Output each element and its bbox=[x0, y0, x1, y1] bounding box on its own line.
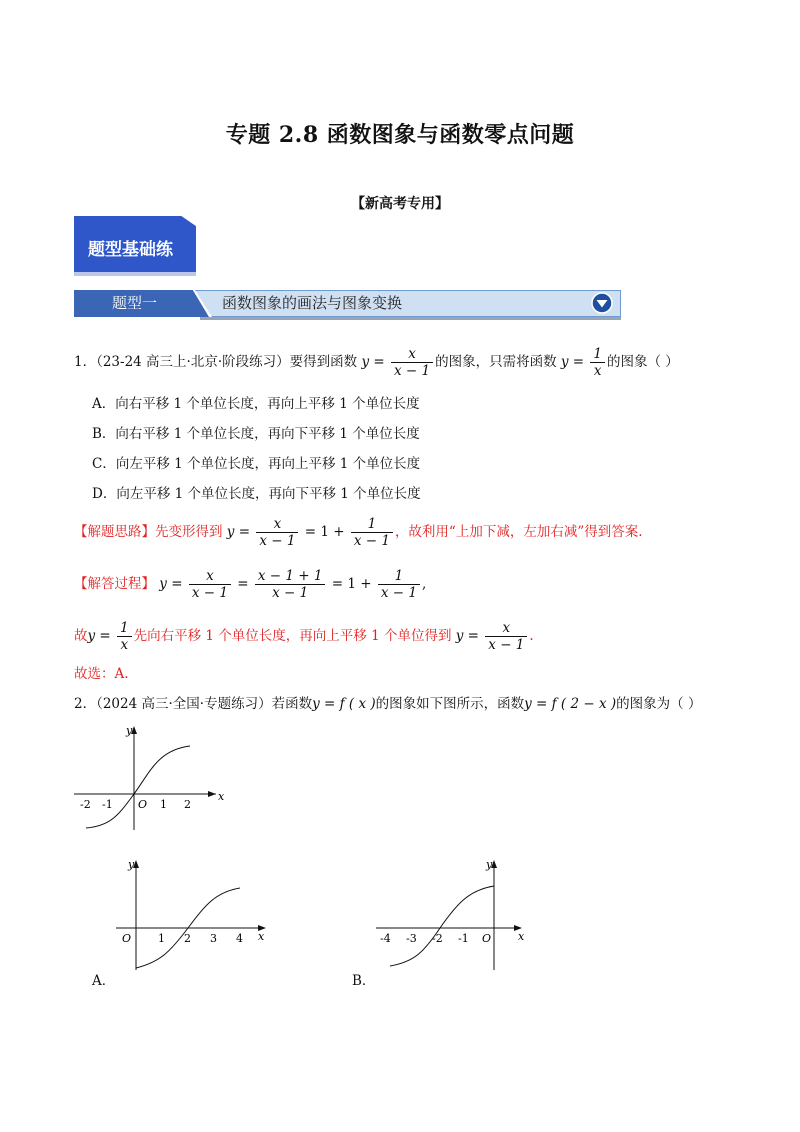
q1-fraction-1 bbox=[391, 346, 433, 379]
q2-fx: y = f ( x ) bbox=[312, 696, 376, 712]
q1-so-mid: 先向右平移 1 个单位长度，再向上平移 1 个单位得到 bbox=[133, 628, 452, 644]
q1-f1-den: x − 1 bbox=[391, 362, 433, 379]
q1-proc-eq-3: = 1 + bbox=[331, 576, 372, 592]
q1-so-g-den: x − 1 bbox=[485, 636, 527, 653]
q1-conclusion bbox=[74, 620, 534, 653]
q1-process bbox=[74, 568, 426, 601]
q1-idea-mid: = 1 + bbox=[304, 524, 345, 540]
q1-idea-label: 【解题思路】 bbox=[74, 524, 155, 540]
tick-label: 3 bbox=[210, 932, 217, 945]
section-label: 题型一 bbox=[112, 294, 158, 312]
y-axis-label: y bbox=[128, 858, 135, 871]
q1-y-eq-2: y = bbox=[560, 354, 585, 370]
tick-label: -3 bbox=[406, 932, 417, 945]
tick-label: 2 bbox=[184, 932, 191, 945]
tick-label: -4 bbox=[380, 932, 391, 945]
function-curve bbox=[390, 886, 494, 966]
q1-so-f-den: x bbox=[117, 636, 132, 653]
tag-banner-label: 题型基础练 bbox=[88, 240, 173, 260]
q1-proc-fraction-3 bbox=[378, 568, 420, 601]
q1-answer: 故选：A. bbox=[74, 666, 129, 682]
q2-source: （2024 高三·全国·专题练习）若函数 bbox=[96, 696, 313, 712]
q1-so-eq: y = bbox=[87, 628, 111, 644]
q1-proc-fraction-2 bbox=[255, 568, 326, 601]
q1-so-g-num: x bbox=[502, 620, 511, 636]
q1-proc-c-num: 1 bbox=[394, 568, 404, 584]
q1-idea-eq: y = bbox=[226, 524, 251, 540]
q1-f2-den: x bbox=[590, 362, 605, 379]
page-subtitle: 【新高考专用】 bbox=[351, 196, 449, 212]
q1-so-end: . bbox=[529, 628, 534, 644]
section-band-shadow bbox=[200, 317, 621, 320]
q2-main-graph bbox=[72, 722, 225, 834]
tick-label: -1 bbox=[458, 932, 469, 945]
q2-stem bbox=[74, 694, 701, 714]
q1-so-pre: 故 bbox=[74, 628, 88, 644]
q1-end: 的图象（ ） bbox=[607, 354, 679, 370]
origin-label: O bbox=[138, 798, 148, 811]
tick-label: 1 bbox=[158, 932, 165, 945]
section-name: 函数图象的画法与图象变换 bbox=[222, 294, 403, 312]
q1-option-d[interactable]: D．向左平移 1 个单位长度，再向下平移 1 个单位长度 bbox=[92, 486, 421, 502]
q1-number: 1． bbox=[74, 354, 97, 370]
q1-idea-pre: 先变形得到 bbox=[155, 524, 223, 540]
q2-graph-a bbox=[112, 856, 272, 974]
q1-proc-a-num: x bbox=[206, 568, 214, 584]
origin-label: O bbox=[482, 932, 492, 945]
q1-mid: 的图象，只需将函数 bbox=[435, 354, 557, 370]
tick-label: 2 bbox=[184, 798, 191, 811]
q1-fraction-2 bbox=[590, 346, 605, 379]
q1-proc-end: , bbox=[421, 576, 427, 592]
q2-option-b[interactable]: B． bbox=[352, 973, 376, 989]
x-axis-label: x bbox=[218, 790, 225, 803]
q1-f2-num: 1 bbox=[593, 346, 602, 362]
q2-end: 的图象为（ ） bbox=[616, 696, 702, 712]
q2-graph-b bbox=[372, 856, 532, 974]
tick-label: -2 bbox=[80, 798, 91, 811]
x-axis-arrow bbox=[208, 791, 216, 797]
q1-option-c[interactable]: C．向左平移 1 个单位长度，再向上平移 1 个单位长度 bbox=[92, 456, 421, 472]
tick-label: 4 bbox=[236, 932, 243, 945]
q1-proc-eq-2: = bbox=[237, 576, 249, 592]
q1-so-f-num: 1 bbox=[120, 620, 129, 636]
q1-so-fraction-1 bbox=[117, 620, 132, 653]
q1-proc-eq: y = bbox=[159, 576, 183, 592]
q1-idea bbox=[74, 516, 643, 549]
q2-f2x: y = f ( 2 − x ) bbox=[524, 696, 617, 712]
q1-proc-a-den: x − 1 bbox=[189, 584, 231, 601]
q1-idea-g-den: x − 1 bbox=[351, 532, 393, 549]
q1-so-fraction-2 bbox=[485, 620, 527, 653]
tick-label: -1 bbox=[102, 798, 113, 811]
q2-mid: 的图象如下图所示，函数 bbox=[375, 696, 525, 712]
function-curve bbox=[86, 746, 190, 828]
q1-proc-b-num: x − 1 + 1 bbox=[257, 568, 323, 584]
q1-idea-g-num: 1 bbox=[367, 516, 377, 532]
q1-process-label: 【解答过程】 bbox=[74, 576, 155, 592]
y-axis-label: y bbox=[126, 724, 133, 737]
q2-option-a[interactable]: A． bbox=[92, 973, 116, 989]
chevron-down-circle-icon[interactable] bbox=[591, 292, 613, 314]
q2-number: 2． bbox=[74, 696, 97, 712]
tick-label: 1 bbox=[160, 798, 167, 811]
q1-idea-fraction-1 bbox=[256, 516, 298, 549]
tick-label: -2 bbox=[432, 932, 443, 945]
q1-idea-f-den: x − 1 bbox=[256, 532, 298, 549]
page-title: 专题 2.8 函数图象与函数零点问题 bbox=[225, 122, 575, 148]
tag-banner-shadow bbox=[74, 272, 196, 276]
q1-proc-b-den: x − 1 bbox=[255, 584, 326, 601]
q1-proc-c-den: x − 1 bbox=[378, 584, 420, 601]
q1-y-eq: y = bbox=[361, 354, 385, 370]
q1-option-b[interactable]: B．向右平移 1 个单位长度，再向下平移 1 个单位长度 bbox=[92, 426, 420, 442]
x-axis-label: x bbox=[258, 930, 265, 943]
q1-stem bbox=[74, 346, 679, 379]
origin-label: O bbox=[122, 932, 132, 945]
q1-idea-fraction-2 bbox=[351, 516, 393, 549]
x-axis-label: x bbox=[518, 930, 525, 943]
q1-proc-fraction-1 bbox=[189, 568, 231, 601]
q1-option-a[interactable]: A．向右平移 1 个单位长度，再向上平移 1 个单位长度 bbox=[92, 396, 420, 412]
q1-so-eq-2: y = bbox=[455, 628, 479, 644]
q1-source: （23-24 高三上·北京·阶段练习）要得到函数 bbox=[96, 354, 358, 370]
y-axis-label: y bbox=[486, 858, 493, 871]
q1-idea-post: ，故利用“上加下减，左加右减”得到答案. bbox=[394, 524, 643, 540]
q1-idea-f-num: x bbox=[273, 516, 282, 532]
q1-f1-num: x bbox=[408, 346, 416, 362]
